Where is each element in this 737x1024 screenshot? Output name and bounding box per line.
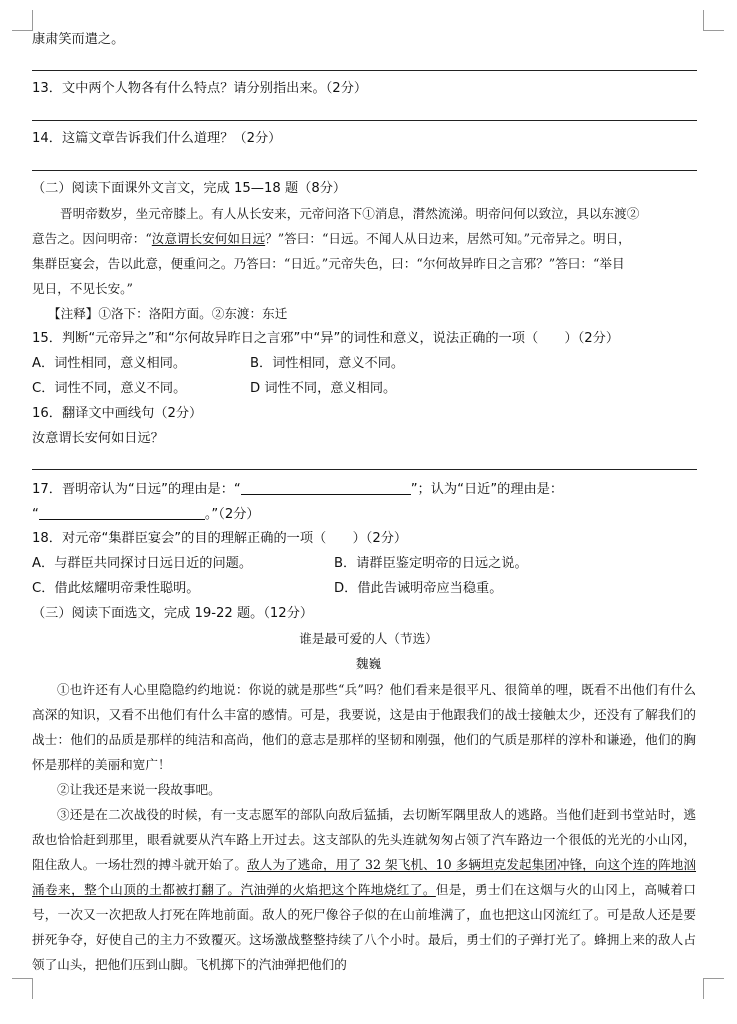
answer-blank-2 [39, 505, 205, 520]
q18-option-c: C．借此炫耀明帝秉性聪明。 [32, 581, 200, 596]
question-18: 18．对元帝“集群臣宴会”的目的理解正确的一项（ ）（2分） [32, 531, 408, 546]
section-2-heading: （二）阅读下面课外文言文，完成 15—18 题（8分） [32, 181, 347, 196]
answer-line [32, 70, 697, 71]
crop-mark-bottom-right [703, 978, 724, 999]
underlined-sentence: 汝意谓长安何如日远 [151, 231, 266, 246]
answer-blank-1 [241, 480, 411, 495]
answer-line [32, 170, 697, 171]
section-3-heading: （三）阅读下面选文，完成 19-22 题。（12分） [32, 606, 314, 621]
q15-option-d: D 词性不同，意义相同。 [250, 381, 397, 396]
question-13: 13．文中两个人物各有什么特点？请分别指出来。（2分） [32, 81, 368, 96]
underlined-passage: 敌人为了逃命，用了 32 架飞机、10 多辆坦克发起集团冲锋，向这个连的阵地汹涌卷来，整个山顶的土都被打翻了。汽油弹的火焰把这个阵地烧红了。 [32, 857, 697, 897]
crop-mark-bottom-left [12, 978, 33, 999]
question-16: 16．翻译文中画线句（2分） [32, 406, 203, 421]
article-paragraph-3: ③还是在二次战役的时候，有一支志愿军的部队向敌后猛插，去切断军隅里敌人的逃路。当他们赶到书堂站时，逃敌也恰恰赶到那里，眼看就要从汽车路上开过去。这支部队的先头连就匆匆占领了汽车路边一个很低的光光的小山冈，阻住敌人。一场壮烈的搏斗就开始了。敌人为了逃命，用了 32 架飞机、10 多辆坦克发起集团冲锋，向这个连的阵地汹涌卷来，整个山顶的土都被打翻了。汽油弹的火焰把这个阵地烧红了。但是，勇士们在这烟与火的山冈上，高喊着口号，一次又一次把敌人打死在阵地前面。敌人的死尸像谷子似的在山前堆满了，血也把这山冈流红了。可是敌人还是要拼死争夺，好使自己的主力不致覆灭。这场激战整整持续了八个小时。最后，勇士们的子弹打光了。蜂拥上来的敌人占领了山头，把他们压到山脚。飞机掷下的汽油弹把他们的 [32, 807, 697, 972]
classical-line-1: 晋明帝数岁，坐元帝膝上。有人从长安来，元帝问洛下①消息，潸然流涕。明帝问何以致泣，具以东渡② [60, 206, 640, 221]
question-14: 14．这篇文章告诉我们什么道理？（2分） [32, 131, 282, 146]
text-line-kang: 康肃笑而遣之。 [32, 32, 125, 47]
question-17-line-1: 17．晋明帝认为“日远”的理由是：“ ”；认为“日近”的理由是： [32, 482, 564, 497]
article-paragraph-1: ①也许还有人心里隐隐约约地说：你说的就是那些“兵”吗？他们看来是很平凡、很简单的哩，既看不出他们有什么高深的知识，又看不出他们有什么丰富的感情。可是，我要说，这是由于他跟我们的战士接触太少，还没有了解我们的战士：他们的品质是那样的纯洁和高尚，他们的意志是那样的坚韧和刚强，他们的气质是那样的淳朴和谦逊，他们的胸怀是那样的美丽和宽广！ [32, 682, 696, 772]
q15-option-b: B．词性相同，意义不同。 [250, 356, 405, 371]
q16-sentence: 汝意谓长安何如日远？ [32, 431, 164, 446]
q15-option-a: A．词性相同，意义相同。 [32, 356, 187, 371]
q18-option-d: D．借此告诫明帝应当稳重。 [334, 581, 503, 596]
classical-note: 【注释】①洛下：洛阳方面。②东渡：东迁 [48, 306, 288, 321]
question-15: 15．判断“元帝异之”和“尔何故异昨日之言邪”中“异”的词性和意义，说法正确的一项（ ）（2分） [32, 331, 620, 346]
article-paragraph-2: ②让我还是来说一段故事吧。 [57, 782, 221, 797]
classical-line-3: 集群臣宴会，告以此意，便重问之。乃答曰：“日近。”元帝失色，曰：“尔何故异昨日之言邪？”答曰：“举目 [32, 256, 625, 271]
answer-line [32, 120, 697, 121]
article-title: 谁是最可爱的人（节选） [299, 631, 438, 646]
q18-option-b: B．请群臣鉴定明帝的日远之说。 [334, 556, 528, 571]
classical-line-4: 见日，不见长安。” [32, 281, 133, 296]
answer-line [32, 469, 697, 470]
crop-mark-top-right [703, 10, 724, 31]
crop-mark-top-left [12, 10, 33, 31]
classical-line-2: 意告之。因问明帝：“汝意谓长安何如日远？”答曰：“日远。不闻人从日边来，居然可知。”元帝异之。明日， [32, 231, 631, 246]
question-17-line-2: “ 。”（2分） [32, 507, 260, 522]
article-author: 魏巍 [355, 656, 382, 671]
q15-option-c: C．词性不同，意义不同。 [32, 381, 187, 396]
q18-option-a: A．与群臣共同探讨日远日近的问题。 [32, 556, 253, 571]
